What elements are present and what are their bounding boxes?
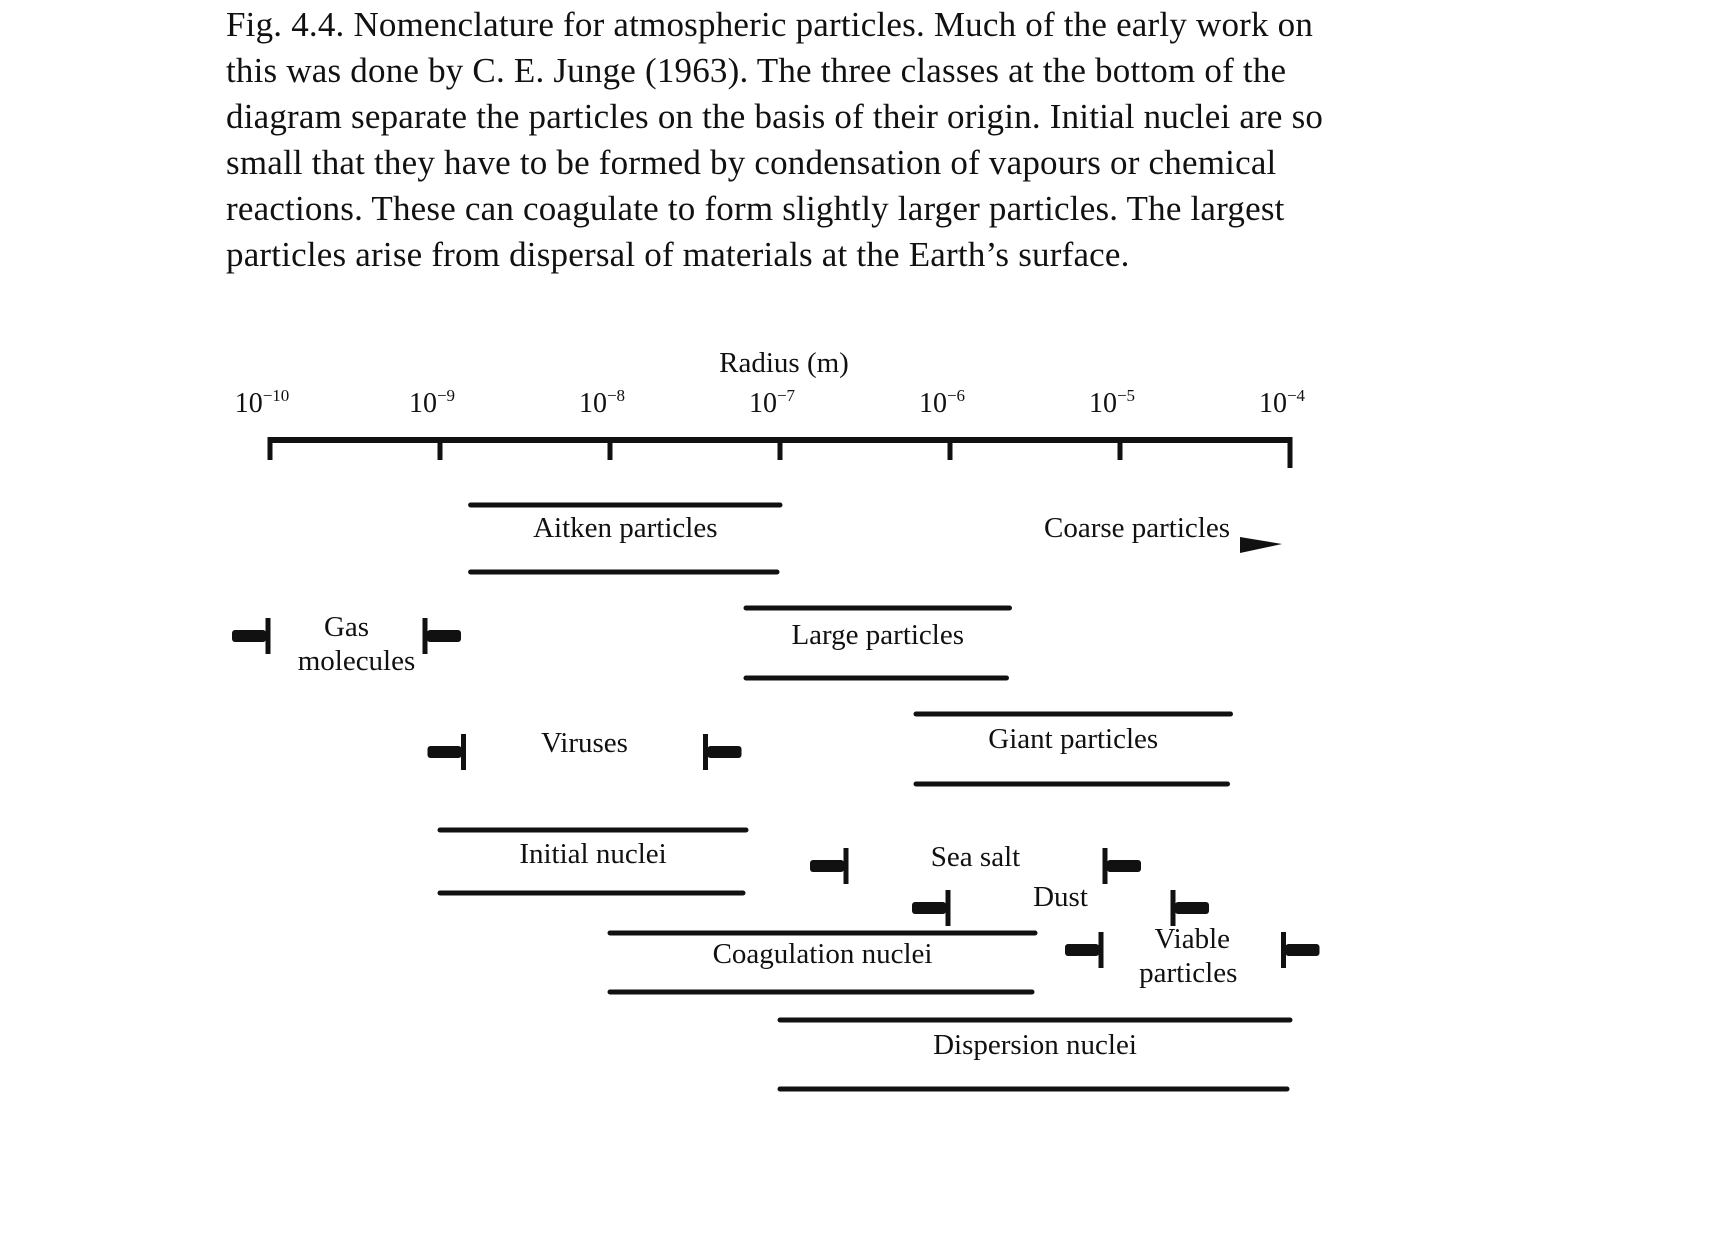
range-bracket-end — [1107, 860, 1141, 872]
range-bracket-start — [428, 746, 462, 758]
range-bracket-start — [810, 860, 844, 872]
tick-label: $10^{-9}$ — [408, 386, 456, 419]
range-bracket-end — [1286, 944, 1320, 956]
caption-line: diagram separate the particles on the basis of their origin. Initial nuclei are so — [226, 97, 1324, 136]
axis-title: Radius (m) — [719, 347, 849, 379]
range-label: Gas — [323, 611, 370, 643]
caption-line: reactions. These can coagulate to form slightly larger particles. The largest — [226, 189, 1285, 228]
range-label: Coarse particles — [1043, 512, 1230, 544]
tick-label: $10^{-8}$ — [578, 386, 626, 419]
range-label: Aitken particles — [533, 512, 718, 544]
range-label: Dust — [1033, 881, 1088, 913]
range-label: Sea salt — [930, 841, 1021, 873]
caption-line: Fig. 4.4. Nomenclature for atmospheric particles. Much of the early work on — [226, 5, 1314, 44]
caption-line: this was done by C. E. Junge (1963). The three classes at the bottom of the — [226, 51, 1287, 90]
range-label: Viruses — [541, 727, 628, 759]
caption-line: small that they have to be formed by condensation of vapours or chemical — [226, 143, 1277, 182]
tick-label: $10^{-10}$ — [234, 386, 290, 419]
range-bracket-start — [232, 630, 266, 642]
range-bracket-end — [1175, 902, 1209, 914]
tick-label: $10^{-7}$ — [748, 386, 796, 419]
range-label: Coagulation nuclei — [712, 938, 933, 970]
arrow-head — [1240, 537, 1282, 553]
range-label: particles — [1139, 957, 1238, 989]
range-label: Dispersion nuclei — [933, 1029, 1137, 1061]
range-label: Viable — [1154, 923, 1231, 955]
range-bracket-start — [1065, 944, 1099, 956]
range-bracket-start — [912, 902, 946, 914]
range-label: Initial nuclei — [519, 838, 667, 870]
caption-line: particles arise from dispersal of materials at the Earth’s surface. — [226, 235, 1130, 274]
range-bracket-end — [427, 630, 461, 642]
range-label: Large particles — [791, 619, 965, 651]
range-label: Giant particles — [988, 723, 1159, 755]
range-bracket-end — [708, 746, 742, 758]
tick-label: $10^{-6}$ — [918, 386, 966, 419]
tick-label: $10^{-5}$ — [1088, 386, 1136, 419]
range-label: molecules — [297, 645, 416, 677]
tick-label: $10^{-4}$ — [1258, 386, 1306, 419]
